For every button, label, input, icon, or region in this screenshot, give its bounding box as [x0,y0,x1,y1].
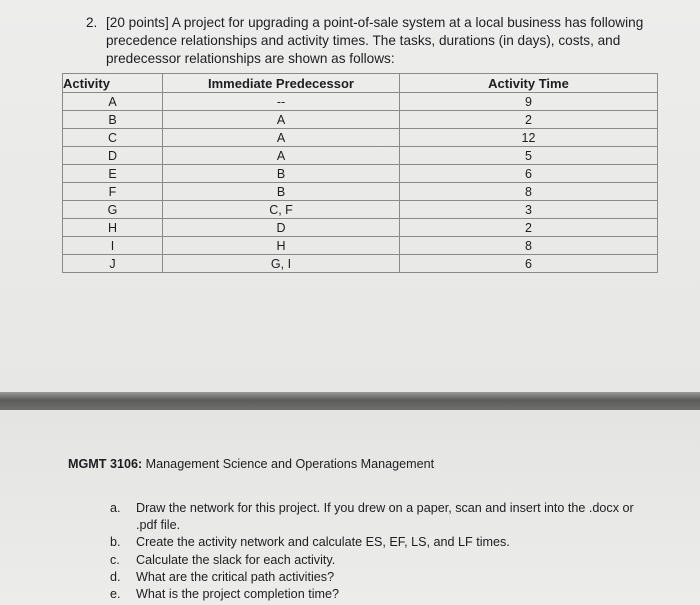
question-block [86,14,646,68]
list-item [110,586,650,603]
cell-predecessor: H [163,237,400,255]
question-number: 2. [86,15,98,30]
cell-activity: F [63,183,163,201]
table-row [63,165,658,183]
course-name: Management Science and Operations Management [142,457,435,471]
cell-time: 6 [400,165,658,183]
task-label: a. [110,501,121,515]
task-text: What are the critical path activities? [136,569,335,584]
task-label: d. [110,569,121,584]
header-predecessor: Immediate Predecessor [163,74,400,93]
page-divider [0,392,700,410]
task-label: e. [110,587,121,602]
cell-activity: C [63,129,163,147]
table-row [63,255,658,273]
table-row [63,93,658,111]
cell-predecessor: G, I [163,255,400,273]
cell-predecessor: B [163,183,400,201]
cell-activity: E [63,165,163,183]
cell-time: 3 [400,201,658,219]
cell-time: 8 [400,183,658,201]
header-activity: Activity [63,74,163,93]
table-row [63,111,658,129]
cell-time: 8 [400,237,658,255]
cell-predecessor: D [163,219,400,237]
task-text: Calculate the slack for each activity. [136,552,336,567]
table-header-row [63,74,658,93]
cell-predecessor: A [163,111,400,129]
table-row [63,147,658,165]
list-item [110,552,650,569]
cell-activity: D [63,147,163,165]
question-text: [20 points] A project for upgrading a point-of-sale system at a local business has following precedence relationships and activity times. The tasks, durations (in days), costs, and predecessor relationships are shown as follows: [106,15,644,66]
cell-time: 12 [400,129,658,147]
cell-activity: I [63,237,163,255]
table-row [63,237,658,255]
cell-time: 2 [400,219,658,237]
activity-table [62,73,658,273]
cell-activity: B [63,111,163,129]
table-row [63,129,658,147]
cell-activity: G [63,201,163,219]
task-label: b. [110,535,121,550]
task-label: c. [110,552,120,567]
cell-predecessor: -- [163,93,400,111]
list-item [110,569,650,586]
table-row [63,219,658,237]
task-text: Draw the network for this project. If you drew on a paper, scan and insert into the .docx or .pdf file. [136,501,634,533]
course-code: MGMT 3106: [68,457,143,471]
course-title [68,457,434,471]
cell-predecessor: A [163,147,400,165]
header-activity-time: Activity Time [400,74,658,93]
cell-activity: J [63,255,163,273]
task-text: What is the project completion time? [136,587,339,602]
list-item [110,500,650,534]
cell-predecessor: A [163,129,400,147]
cell-activity: A [63,93,163,111]
cell-predecessor: C, F [163,201,400,219]
table-row [63,201,658,219]
cell-time: 5 [400,147,658,165]
list-item [110,534,650,551]
cell-time: 2 [400,111,658,129]
cell-time: 9 [400,93,658,111]
cell-predecessor: B [163,165,400,183]
cell-activity: H [63,219,163,237]
task-list [110,500,650,603]
table-row [63,183,658,201]
task-text: Create the activity network and calculate ES, EF, LS, and LF times. [136,535,510,550]
cell-time: 6 [400,255,658,273]
